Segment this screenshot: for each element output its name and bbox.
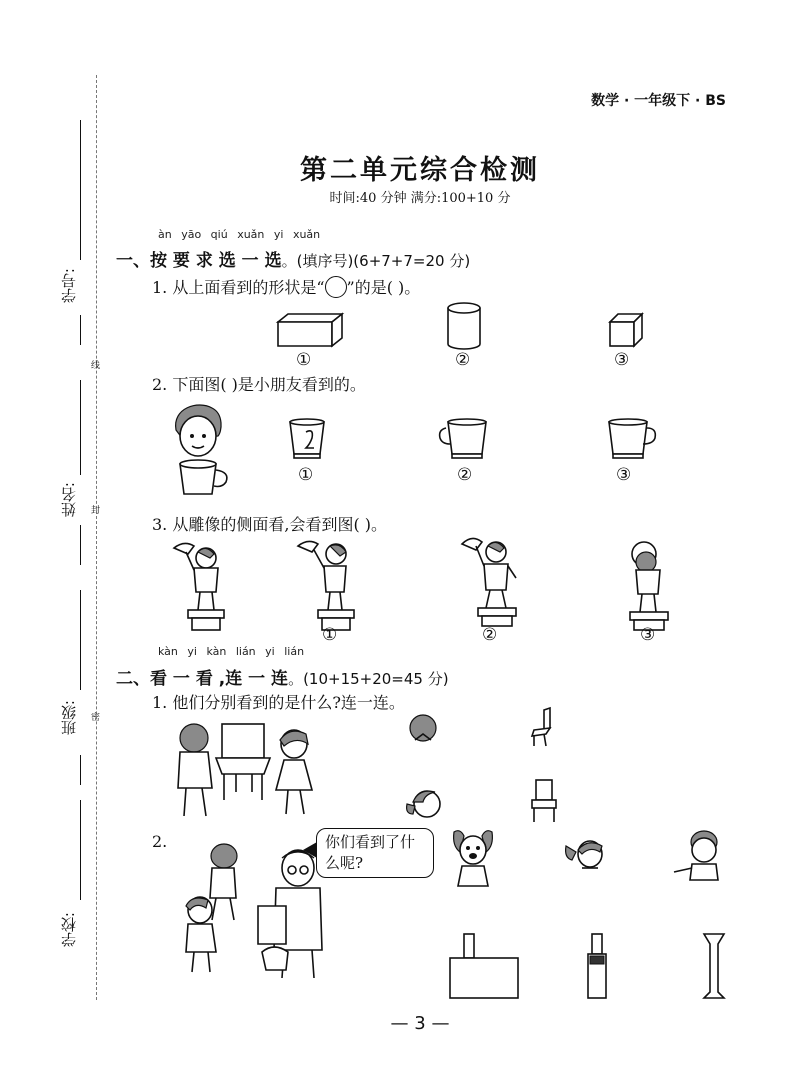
cup-view-3-icon xyxy=(605,418,665,462)
series-label: 数学 · 一年级下 · BS xyxy=(591,93,726,109)
binding-dashed-line xyxy=(96,75,97,1000)
q3-choice-1[interactable]: ① xyxy=(322,625,338,645)
page-title: 第二单元综合检测 xyxy=(300,155,540,186)
q1-choice-3[interactable]: ③ xyxy=(614,350,630,370)
statue-view-1-icon xyxy=(296,538,356,630)
question-1-1 xyxy=(152,275,420,298)
school-line xyxy=(80,800,81,900)
speech-bubble-tail xyxy=(303,842,317,858)
name-label: 姓名: xyxy=(60,482,78,518)
boy-girl-chair-illustration xyxy=(172,718,322,824)
statue-view-2-icon xyxy=(458,534,522,626)
question-2-1: 1. 他们分别看到的是什么?连一连。 xyxy=(152,693,405,712)
seal-mark-secret: 密 xyxy=(89,712,99,721)
name-line-lower xyxy=(80,525,81,565)
section1-score: 。(填序号)(6+7+7=20 分) xyxy=(281,252,471,270)
page-number: — 3 — xyxy=(390,1013,450,1034)
girl-face-option[interactable] xyxy=(405,782,445,822)
section1-pinyin: àn yāo qiú xuǎn yi xuǎn xyxy=(158,228,321,241)
briefcase-side-option[interactable] xyxy=(584,930,612,1002)
child-with-cup-illustration xyxy=(168,400,238,500)
q2-choice-3[interactable]: ③ xyxy=(616,465,632,485)
chair-side-option[interactable] xyxy=(530,706,558,748)
cuboid-icon xyxy=(276,310,346,350)
statue-original-illustration xyxy=(170,540,230,632)
section2-heading xyxy=(116,664,449,689)
boy-head-back-option[interactable] xyxy=(407,712,439,748)
section1-heading xyxy=(116,246,470,271)
question-1-1-before: 1. 从上面看到的形状是“ xyxy=(152,278,325,297)
school-label: 学校: xyxy=(60,912,78,948)
briefcase-front-option[interactable] xyxy=(448,930,520,1002)
speech-bubble: 你们看到了什么呢? xyxy=(316,828,434,878)
question-2-2: 2. xyxy=(152,832,168,851)
dog-face-option[interactable] xyxy=(450,828,496,888)
question-1-2: 2. 下面图( )是小朋友看到的。 xyxy=(152,375,366,394)
q3-choice-2[interactable]: ② xyxy=(482,625,498,645)
question-1-3: 3. 从雕像的侧面看,会看到图( )。 xyxy=(152,515,388,534)
children-and-grandpa-illustration xyxy=(170,840,330,980)
q1-choice-2[interactable]: ② xyxy=(455,350,471,370)
q2-choice-1[interactable]: ① xyxy=(298,465,314,485)
girl-side-option[interactable] xyxy=(562,832,610,874)
statue-view-3-icon xyxy=(624,538,676,630)
class-label: 班级: xyxy=(60,700,78,736)
chair-front-option[interactable] xyxy=(530,778,558,824)
boy-waving-option[interactable] xyxy=(670,828,724,880)
cylinder-icon xyxy=(446,300,482,352)
circle-shape-icon xyxy=(325,276,347,298)
section2-pinyin: kàn yi kàn lián yi lián xyxy=(158,645,305,658)
student-number-label: 学号: xyxy=(60,268,78,304)
page-subtitle: 时间:40 分钟 满分:100+10 分 xyxy=(329,191,511,206)
question-1-1-after: ”的是( )。 xyxy=(346,278,421,297)
seal-mark-seal: 封 xyxy=(89,505,99,514)
section2-score: 。(10+15+20=45 分) xyxy=(288,670,449,688)
cube-icon xyxy=(608,312,644,348)
cup-view-2-icon xyxy=(438,418,498,462)
class-line-lower xyxy=(80,755,81,785)
briefcase-top-option[interactable] xyxy=(700,930,728,1002)
section1-heading-text: 一、按 要 求 选 一 选 xyxy=(116,251,282,271)
seal-mark-line: 线 xyxy=(89,360,99,369)
section2-heading-text: 二、看 一 看 ,连 一 连 xyxy=(116,669,289,689)
q1-choice-1[interactable]: ① xyxy=(296,350,312,370)
name-line xyxy=(80,380,81,475)
class-line xyxy=(80,590,81,690)
q3-choice-3[interactable]: ③ xyxy=(640,625,656,645)
q2-choice-2[interactable]: ② xyxy=(457,465,473,485)
cup-view-1-icon xyxy=(288,418,328,462)
student-number-line-lower xyxy=(80,315,81,345)
